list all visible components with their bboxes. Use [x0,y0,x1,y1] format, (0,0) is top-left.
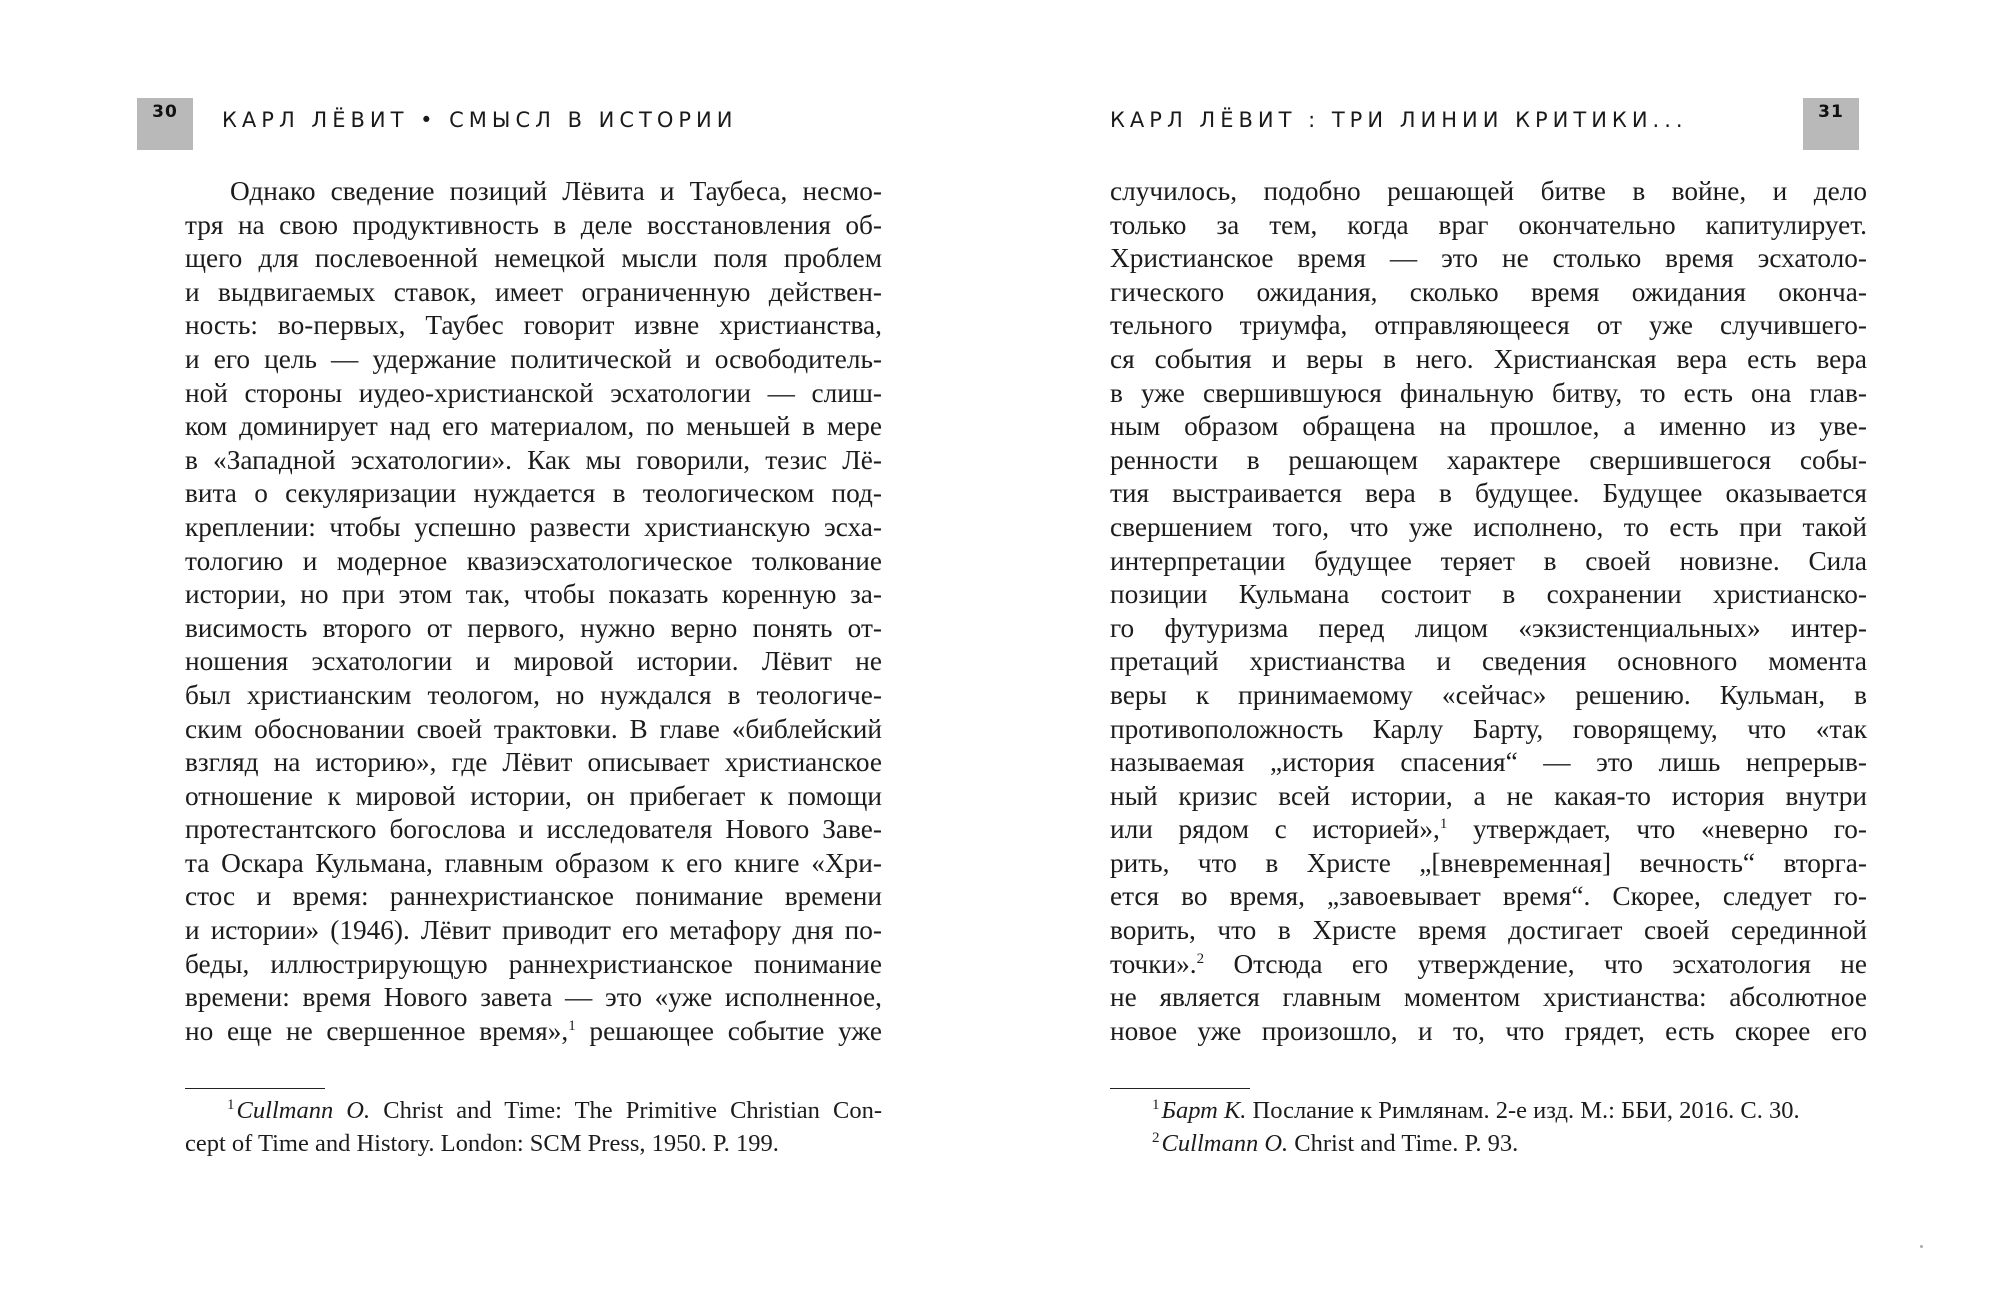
footnote-text: Christ and Time: The Primitive Christian Con- [370,1097,882,1124]
running-head: КАРЛ ЛЁВИТ : ТРИ ЛИНИИ КРИТИКИ... [1110,108,1688,132]
text-line: не является главным моментом христианства: абсолютное [1110,982,1867,1013]
footnote-rule [185,1088,325,1089]
text-line: истории, но при этом так, чтобы показать коренную за- [185,579,882,610]
footnote-author: Cullmann O. [236,1097,371,1124]
text-line: только за тем, когда враг окончательно капитулирует. [1110,209,1867,240]
text-line: ским обосновании своей трактовки. В главе «библейский [185,713,882,744]
text-line: веры к принимаемому «сейчас» решению. Кульман, в [1110,679,1867,710]
page-number-box [1803,98,1859,150]
text-line-with-footnote [1110,813,1867,847]
text-line: и его цель — удержание политической и освободитель- [185,343,882,374]
footnote-text: Christ and Time. P. 93. [1288,1130,1519,1157]
text-line: рить, что в Христе „[вневременная] вечность“ вторга- [1110,847,1867,878]
text-line: го футуризма перед лицом «экзистенциальных» интер- [1110,612,1867,643]
text-line: тологию и модерное квазиэсхатологическое толкование [185,545,882,576]
footnotes [185,1094,882,1160]
page-number-box [137,98,193,150]
footnote-marker: 2 [1152,1129,1160,1146]
footnote [185,1094,882,1127]
text-line: тря на свою продуктивность в деле восстановления об- [185,209,882,240]
text-line: отношение к мировой истории, он прибегает к помощи [185,780,882,811]
text-line: креплении: чтобы успешно развести христианскую эсха- [185,511,882,542]
text-line: новое уже произошло, и то, что грядет, есть скорее его [1110,1015,1867,1046]
text-line: щего для послевоенной немецкой мысли поля проблем [185,243,882,274]
text-segment: точки». [1110,948,1197,979]
text-line: беды, иллюстрирующую раннехристианское понимание [185,948,882,979]
footnote [1110,1094,1867,1127]
text-line-with-footnote [185,1015,882,1049]
body-text [185,175,882,1048]
text-line: ность: во-первых, Таубес говорит извне христианства, [185,310,882,341]
text-line: Однако сведение позиций Лёвита и Таубеса, несмо- [230,176,882,206]
text-line-with-footnote [1110,948,1867,982]
text-line: ной стороны иудео-христианской эсхатологии — слиш- [185,377,882,408]
text-line: и истории» (1946). Лёвит приводит его метафору дня по- [185,915,882,946]
text-segment: но еще не свершенное время», [185,1015,569,1046]
footnotes [1110,1094,1867,1160]
footnote-ref: 1 [1439,816,1448,833]
text-segment: Отсюда его утверждение, что эсхатология не [1204,948,1867,979]
text-line: позиции Кульмана состоит в сохранении христианско- [1110,579,1867,610]
text-line: взгляд на историю», где Лёвит описывает христианское [185,747,882,778]
text-line: в уже свершившуюся финальную битву, то есть она глав- [1110,377,1867,408]
footnote-ref: 2 [1196,950,1205,967]
text-line: называемая „история спасения“ — это лишь непрерыв- [1110,747,1867,778]
text-line: и выдвигаемых ставок, имеет ограниченную действен- [185,276,882,307]
text-line: времени: время Нового завета — это «уже исполненное, [185,982,882,1013]
footnote-rule [1110,1088,1250,1089]
text-line: ренности в решающем характере свершившегося собы- [1110,444,1867,475]
text-segment: или рядом с историей», [1110,814,1440,845]
text-line: вита о секуляризации нуждается в теологическом под- [185,478,882,509]
text-line: тельного триумфа, отправляющееся от уже случившего- [1110,310,1867,341]
page-number: 30 [152,102,178,122]
footnote-author: Cullmann O. [1161,1130,1289,1157]
footnote-author: Барт К. [1161,1097,1247,1124]
text-line: ный кризис всей истории, а не какая-то история внутри [1110,780,1867,811]
footnote-marker: 1 [227,1096,235,1113]
text-line: гического ожидания, сколько время ожидания оконча- [1110,276,1867,307]
running-head: КАРЛ ЛЁВИТ • СМЫСЛ В ИСТОРИИ [222,108,738,132]
text-line: был христианским теологом, но нуждался в теологиче- [185,679,882,710]
text-line: свершением того, что уже исполнено, то есть при такой [1110,511,1867,542]
text-line: интерпретации будущее теряет в своей новизне. Сила [1110,545,1867,576]
body-text [1110,175,1867,1048]
text-line: в «Западной эсхатологии». Как мы говорили, тезис Лё- [185,444,882,475]
text-line: ся события и веры в него. Христианская вера есть вера [1110,343,1867,374]
page-number: 31 [1818,102,1844,122]
text-segment: решающее событие уже [575,1015,882,1046]
text-line: противоположность Карлу Барту, говорящему, что «так [1110,713,1867,744]
footnote-text: Послание к Римлянам. 2-е изд. М.: ББИ, 2016. С. 30. [1246,1097,1800,1124]
footnote-continuation: cept of Time and History. London: SCM Press, 1950. P. 199. [185,1130,779,1157]
page-speck [1920,1245,1923,1248]
text-line: Христианское время — это не столько время эсхатоло- [1110,243,1867,274]
text-line: случилось, подобно решающей битве в войне, и дело [1110,176,1867,206]
text-line: протестантского богослова и исследователя Нового Заве- [185,814,882,845]
text-line: стос и время: раннехристианское понимание времени [185,881,882,912]
right-page [1000,0,2000,1309]
text-line: ным образом обращена на прошлое, а именно из уве- [1110,411,1867,442]
text-line: претаций христианства и сведения основного момента [1110,646,1867,677]
footnote-marker: 1 [1152,1096,1160,1113]
text-line: ется во время, „завоевывает время“. Скорее, следует го- [1110,881,1867,912]
text-line: ношения эсхатологии и мировой истории. Лёвит не [185,646,882,677]
text-segment: утверждает, что «неверно го- [1447,814,1867,845]
text-line: висимость второго от первого, нужно верно понять от- [185,612,882,643]
text-line: ворить, что в Христе время достигает своей серединной [1110,915,1867,946]
text-line: ком доминирует над его материалом, по меньшей в мере [185,411,882,442]
footnote [1110,1127,1867,1160]
footnote-ref: 1 [568,1017,576,1034]
text-line: тия выстраивается вера в будущее. Будущее оказывается [1110,478,1867,509]
text-line: та Оскара Кульмана, главным образом к его книге «Хри- [185,847,882,878]
